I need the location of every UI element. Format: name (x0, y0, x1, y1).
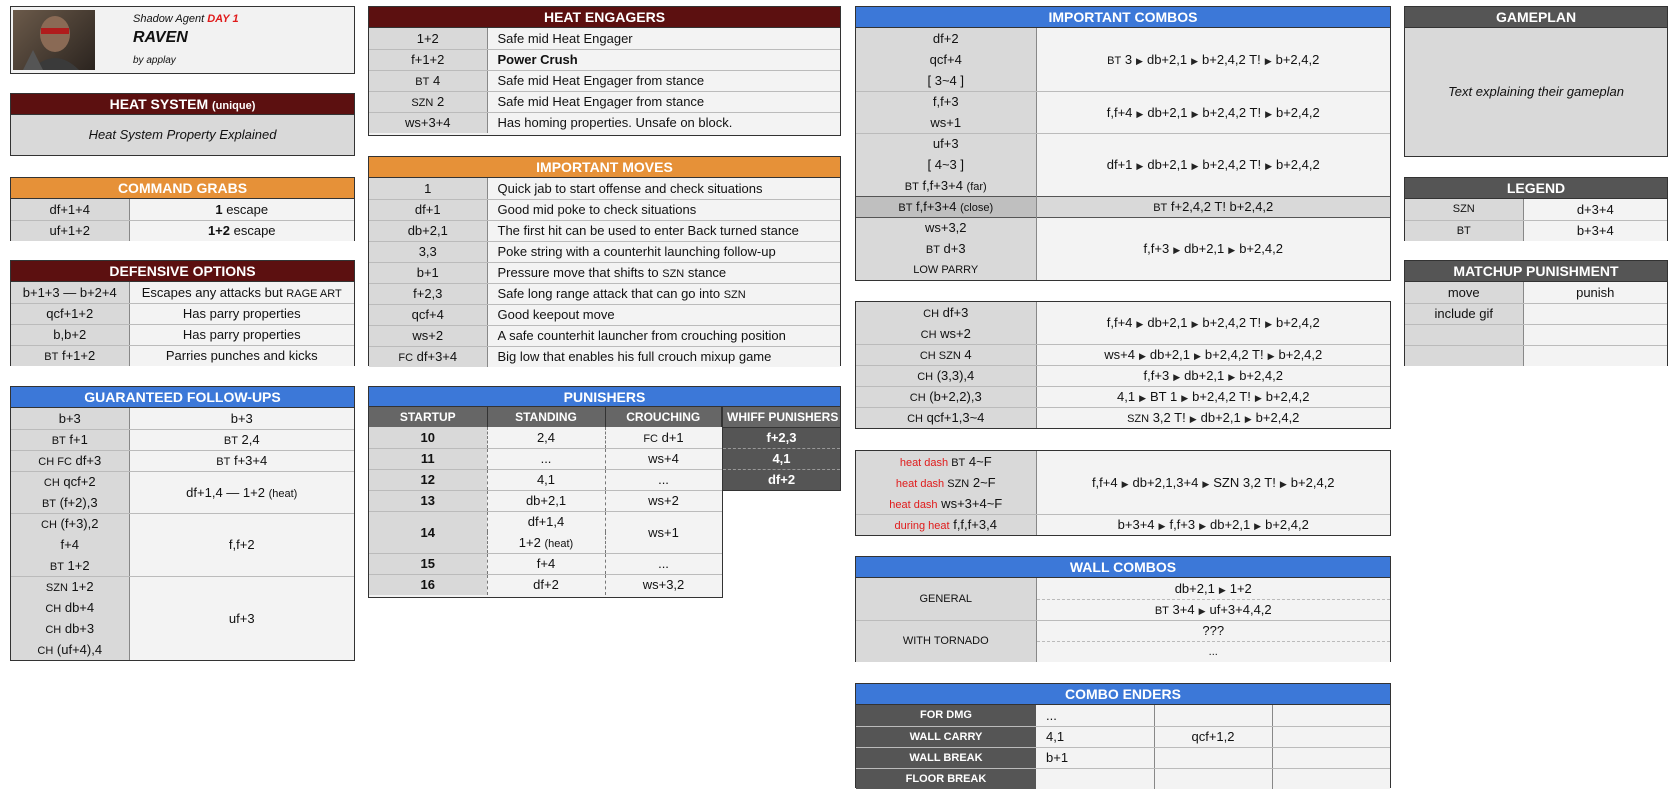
grab-move: df+1+4 (11, 199, 129, 220)
wall-combos-panel (855, 556, 1391, 662)
important-combos-panel (855, 6, 1391, 281)
heat-engagers-header: HEAT ENGAGERS (369, 7, 840, 28)
punishers-header: PUNISHERS (368, 386, 841, 407)
heat-system-text: Heat System Property Explained (88, 127, 277, 142)
table-row: uf+1+2 1+2 escape (11, 220, 354, 241)
legend-table: SZN d+3+4 BT b+3+4 (1405, 199, 1667, 241)
day-badge: DAY 1 (207, 13, 239, 25)
legend-header: LEGEND (1405, 178, 1667, 199)
author-credit: by applay (133, 55, 176, 66)
table-row: b+1+3 — b+2+4 Escapes any attacks but RAGE ART (11, 282, 354, 303)
legend-panel (1404, 177, 1668, 241)
punishers-table: STARTUP STANDING CROUCHING 10 2,4 FC d+1 11 ... ws+4 12 4,1 ... 13 db+2,1 ws+2 14 df+1,4 ws+1 1+2 (heat) 15 f+4 ... 16 df+2 ws+3,2 (369, 407, 722, 595)
counterhit-combos-panel (855, 301, 1391, 429)
heat-engagers-panel (368, 6, 841, 136)
wall-combos-table: GENERAL db+2,1 ▶ 1+2 BT 3+4 ▶ uf+3+4,4,2 WITH TORNADO ??? ... (856, 578, 1390, 662)
important-moves-header: IMPORTANT MOVES (369, 157, 840, 178)
important-moves-table: 1 Quick jab to start offense and check situations df+1 Good mid poke to check situations db+2,1 The first hit can be used to enter Back turned stance 3,3 Poke string with a counterhit launching follow-up b+1 Pressure move that shifts to SZN stance f+2,3 Safe long range attack that can go into SZN qcf+4 Good keepout move ws+2 A safe counterhit launcher from crouching position FC df+3+4 Big low that enables his full crouch mixup game (369, 178, 840, 367)
followups-table: b+3 b+3 BT f+1 BT 2,4 CH FC df+3 BT f+3+4 CH qcf+2 df+1,4 — 1+2 (heat) BT (f+2),3 CH (f+3),2 f,f+2 f+4 BT 1+2 SZN 1+2 uf+3 CH db+4 CH db+3 CH (uf+4),4 (11, 408, 354, 660)
matchup-punishment-panel (1404, 260, 1668, 366)
combos-table: df+2 BT 3 ▶ db+2,1 ▶ b+2,4,2 T! ▶ b+2,4,2 qcf+4 [ 3~4 ] f,f+3 f,f+4 ▶ db+2,1 ▶ b+2,4,2 T! ▶ b+2,4,2 ws+1 uf+3 df+1 ▶ db+2,1 ▶ b+2,4,2 T! ▶ b+2,4,2 [ 4~3 ] BT f,f+3+4 (far) BT f,f+3+4 (close) BT f+2,4,2 T! b+2,4,2 ws+3,2 f,f+3 ▶ db+2,1 ▶ b+2,4,2 BT d+3 LOW PARRY (856, 28, 1390, 280)
table-row: BT f+1+2 Parries punches and kicks (11, 345, 354, 366)
gameplan-text: Text explaining their gameplan (1448, 84, 1624, 99)
table-row: b,b+2 Has parry properties (11, 324, 354, 345)
combo-route: f,f+3 ▶ db+2,1 ▶ b+2,4,2 (1036, 217, 1390, 280)
character-portrait (13, 10, 95, 70)
defensive-table (11, 282, 354, 366)
heat-engagers-table: 1+2 Safe mid Heat Engager f+1+2 Power Crush BT 4 Safe mid Heat Engager from stance SZN 2 Safe mid Heat Engager from stance ws+3+4 Has homing properties. Unsafe on block. (369, 28, 840, 133)
matchup-table: move punish include gif (1405, 282, 1667, 366)
heat-system-header: HEAT SYSTEM (unique) (11, 94, 354, 115)
heat-combos-panel (855, 450, 1391, 536)
combo-route: f,f+4 ▶ db+2,1 ▶ b+2,4,2 T! ▶ b+2,4,2 (1036, 91, 1390, 133)
profile-card (10, 6, 355, 74)
ch-combos-table: CH df+3 f,f+4 ▶ db+2,1 ▶ b+2,4,2 T! ▶ b+2,4,2 CH ws+2 CH SZN 4 ws+4 ▶ db+2,1 ▶ b+2,4,2 T! ▶ b+2,4,2 CH (3,3),4 f,f+3 ▶ db+2,1 ▶ b+2,4,2 CH (b+2,2),3 4,1 ▶ BT 1 ▶ b+2,4,2 T! ▶ b+2,4,2 CH qcf+1,3~4 SZN 3,2 T! ▶ db+2,1 ▶ b+2,4,2 (856, 302, 1390, 428)
combo-enders-table: FOR DMG ... WALL CARRY 4,1 qcf+1,2 WALL BREAK b+1 FLOOR BREAK (856, 705, 1390, 789)
matchup-header: MATCHUP PUNISHMENT (1405, 261, 1667, 282)
grab-move: uf+1+2 (11, 220, 129, 241)
character-subtitle: Shadow Agent (133, 13, 205, 25)
combo-route: df+1 ▶ db+2,1 ▶ b+2,4,2 T! ▶ b+2,4,2 (1036, 133, 1390, 196)
table-row: df+1+4 1 escape (11, 199, 354, 220)
character-name: RAVEN (133, 29, 188, 46)
whiff-punishers: WHIFF PUNISHERS f+2,3 4,1 df+2 (723, 407, 841, 491)
wall-combos-header: WALL COMBOS (856, 557, 1390, 578)
guaranteed-followups-panel (10, 386, 355, 661)
command-grabs-table (11, 199, 354, 241)
command-grabs-panel (10, 177, 355, 241)
combo-enders-panel (855, 683, 1391, 788)
important-combos-header: IMPORTANT COMBOS (856, 7, 1390, 28)
defensive-options-header: DEFENSIVE OPTIONS (11, 261, 354, 282)
followups-header: GUARANTEED FOLLOW-UPS (11, 387, 354, 408)
defensive-options-panel (10, 260, 355, 366)
table-row: qcf+1+2 Has parry properties (11, 303, 354, 324)
heat-combos-table: heat dash BT 4~F f,f+4 ▶ db+2,1,3+4 ▶ SZN 3,2 T! ▶ b+2,4,2 heat dash SZN 2~F heat dash ws+3+4~F during heat f,f,f+3,4 b+3+4 ▶ f,f+3 ▶ db+2,1 ▶ b+2,4,2 (856, 451, 1390, 535)
portrait-image (13, 10, 95, 70)
gameplan-panel (1404, 6, 1668, 157)
command-grabs-header: COMMAND GRABS (11, 178, 354, 199)
gameplan-header: GAMEPLAN (1405, 7, 1667, 28)
heat-system-panel (10, 93, 355, 156)
combo-enders-header: COMBO ENDERS (856, 684, 1390, 705)
combo-route: BT 3 ▶ db+2,1 ▶ b+2,4,2 T! ▶ b+2,4,2 (1036, 28, 1390, 91)
punishers-panel (368, 386, 841, 598)
important-moves-panel (368, 156, 841, 366)
